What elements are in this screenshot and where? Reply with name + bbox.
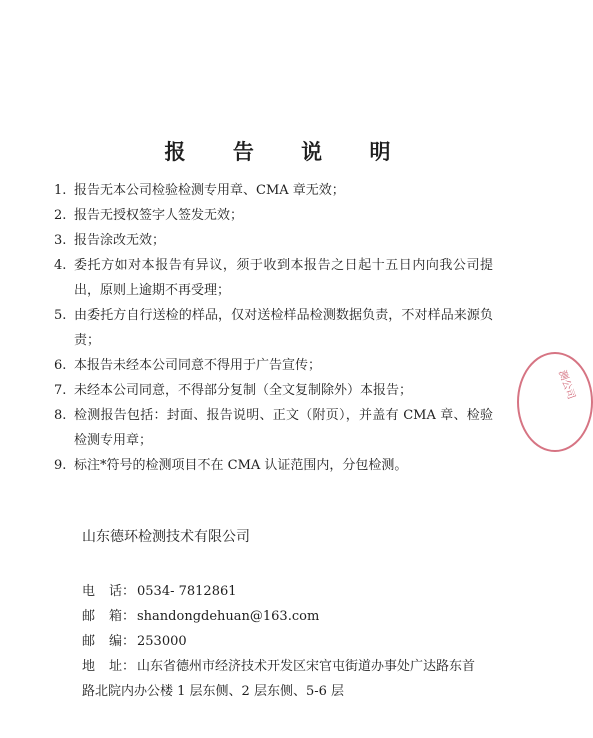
label-char: 箱 bbox=[108, 609, 122, 624]
note-text: 报告无本公司检验检测专用章、CMA 章无效； bbox=[74, 183, 345, 198]
email-label: 邮 箱 ： bbox=[82, 604, 137, 629]
label-char: 编 bbox=[108, 634, 122, 649]
note-number: 9. bbox=[54, 458, 67, 473]
email-value: shandongdehuan@163.com bbox=[137, 609, 320, 624]
list-item bbox=[48, 353, 493, 378]
note-text: 委托方如对本报告有异议，须于收到本报告之日起十五日内向我公司提出，原则上逾期不再受理； bbox=[74, 258, 493, 298]
postcode-label: 邮 编 ： bbox=[82, 629, 137, 654]
label-char: 地 bbox=[82, 659, 96, 674]
stamp-text: 测公司 bbox=[556, 368, 577, 401]
address-row bbox=[82, 654, 522, 679]
postcode-value: 253000 bbox=[137, 634, 187, 649]
note-text: 标注*符号的检测项目不在 CMA 认证范围内，分包检测。 bbox=[74, 458, 408, 473]
note-text: 本报告未经本公司同意不得用于广告宣传； bbox=[74, 358, 322, 373]
label-char: 电 bbox=[82, 584, 96, 599]
notes-list bbox=[48, 178, 493, 478]
phone-value: 0534- 7812861 bbox=[137, 584, 237, 599]
address-value: 山东省德州市经济技术开发区宋官屯街道办事处广达路东首 bbox=[137, 659, 476, 674]
note-number: 7. bbox=[54, 383, 67, 398]
note-text: 由委托方自行送检的样品，仅对送检样品检测数据负责，不对样品来源负责； bbox=[74, 308, 493, 348]
list-item bbox=[48, 378, 493, 403]
note-number: 2. bbox=[54, 208, 67, 223]
label-char: 邮 bbox=[82, 609, 96, 624]
note-text: 未经本公司同意，不得部分复制（全文复制除外）本报告； bbox=[74, 383, 413, 398]
note-number: 4. bbox=[54, 258, 67, 273]
note-number: 5. bbox=[54, 308, 67, 323]
note-number: 6. bbox=[54, 358, 67, 373]
label-char: 址 bbox=[108, 659, 122, 674]
list-item bbox=[48, 453, 493, 478]
list-item bbox=[48, 253, 493, 303]
list-item bbox=[48, 228, 493, 253]
address-continuation-row bbox=[82, 679, 522, 704]
label-char: 邮 bbox=[82, 634, 96, 649]
page-title: 报 告 说 明 bbox=[164, 140, 411, 164]
note-text: 报告无授权签字人签发无效； bbox=[74, 208, 244, 223]
note-text: 检测报告包括：封面、报告说明、正文（附页），并盖有 CMA 章、检验检测专用章； bbox=[74, 408, 493, 448]
label-char: 话 bbox=[108, 584, 122, 599]
list-item bbox=[48, 303, 493, 353]
note-number: 8. bbox=[54, 408, 67, 423]
phone-row bbox=[82, 579, 522, 604]
contact-info bbox=[82, 579, 522, 704]
company-name: 山东德环检测技术有限公司 bbox=[82, 529, 250, 545]
address-label: 地 址 ： bbox=[82, 654, 137, 679]
email-row bbox=[82, 604, 522, 629]
list-item bbox=[48, 203, 493, 228]
postcode-row bbox=[82, 629, 522, 654]
list-item bbox=[48, 403, 493, 453]
address-continuation: 路北院内办公楼 1 层东侧、2 层东侧、5-6 层 bbox=[82, 684, 345, 699]
phone-label: 电 话 ： bbox=[82, 579, 137, 604]
list-item bbox=[48, 178, 493, 203]
note-number: 1. bbox=[54, 183, 67, 198]
note-number: 3. bbox=[54, 233, 67, 248]
red-seal-stamp bbox=[517, 352, 593, 452]
note-text: 报告涂改无效； bbox=[74, 233, 166, 248]
